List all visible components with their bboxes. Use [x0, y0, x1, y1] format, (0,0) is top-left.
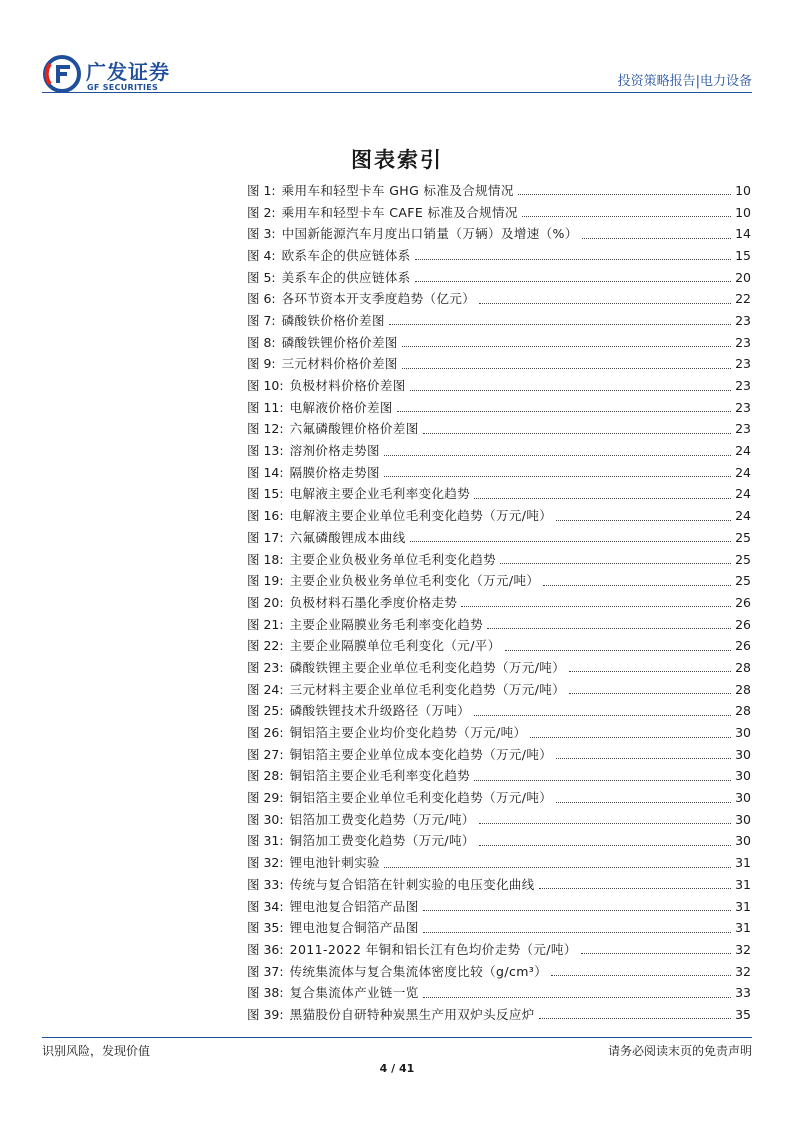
toc-dot-leader	[474, 498, 731, 499]
toc-entry-label: 图 27:	[247, 746, 284, 762]
toc-entry-label: 图 1:	[247, 182, 276, 198]
toc-dot-leader	[474, 780, 731, 781]
toc-entry-label: 图 33:	[247, 876, 284, 892]
toc-entry-title: 电解液主要企业单位毛利变化趋势（万元/吨）	[289, 508, 553, 524]
toc-entry-page: 23	[735, 334, 751, 350]
toc-dot-leader	[397, 411, 731, 412]
toc-entry-page: 26	[735, 616, 751, 632]
toc-entry-label: 图 12:	[247, 421, 284, 437]
toc-entry-title: 铜铝箔主要企业单位毛利变化趋势（万元/吨）	[289, 790, 553, 806]
toc-entry-title: 电解液主要企业毛利率变化趋势	[289, 486, 471, 502]
toc-dot-leader	[500, 563, 731, 564]
page-number: 4 / 41	[379, 1062, 415, 1075]
toc-entry-page: 23	[735, 399, 751, 415]
toc-entry-page: 25	[735, 529, 751, 545]
toc-dot-leader	[582, 238, 731, 239]
toc-entry-page: 10	[735, 182, 751, 198]
toc-entry-label: 图 6:	[247, 291, 276, 307]
toc-entry-label: 图 21:	[247, 616, 284, 632]
toc-entry-title: 磷酸铁锂主要企业单位毛利变化趋势（万元/吨）	[289, 659, 566, 675]
toc-dot-leader	[423, 997, 731, 998]
toc-entry[interactable]	[247, 701, 751, 723]
toc-entry-page: 22	[735, 291, 751, 307]
toc-entry-label: 图 32:	[247, 855, 284, 871]
toc-entry[interactable]	[247, 570, 751, 592]
toc-entry-title: 各环节资本开支季度趋势（亿元）	[281, 291, 476, 307]
toc-entry-title: 中国新能源汽车月度出口销量（万辆）及增速（%）	[281, 226, 578, 242]
toc-entry-label: 图 15:	[247, 486, 284, 502]
toc-entry-title: 三元材料主要企业单位毛利变化趋势（万元/吨）	[289, 681, 566, 697]
toc-entry-page: 25	[735, 551, 751, 567]
toc-entry-label: 图 28:	[247, 768, 284, 784]
toc-entry-page: 33	[735, 985, 751, 1001]
toc-entry-title: 美系车企的供应链体系	[281, 269, 411, 285]
toc-entry-page: 35	[735, 1006, 751, 1022]
toc-entry[interactable]	[247, 982, 751, 1004]
toc-dot-leader	[410, 541, 731, 542]
toc-entry-label: 图 26:	[247, 725, 284, 741]
page-header	[42, 50, 752, 94]
toc-entry-page: 23	[735, 312, 751, 328]
logo-english-name: GF SECURITIES	[87, 83, 159, 92]
toc-dot-leader	[479, 303, 731, 304]
toc-dot-leader	[384, 867, 731, 868]
toc-entry-page: 15	[735, 247, 751, 263]
toc-entry-label: 图 24:	[247, 681, 284, 697]
toc-dot-leader	[487, 628, 731, 629]
toc-dot-leader	[423, 910, 731, 911]
toc-entry-title: 复合集流体产业链一览	[289, 985, 419, 1001]
toc-entry-label: 图 23:	[247, 659, 284, 675]
toc-entry-page: 28	[735, 681, 751, 697]
toc-dot-leader	[530, 737, 731, 738]
toc-entry[interactable]	[247, 202, 751, 224]
toc-entry[interactable]	[247, 375, 751, 397]
toc-entry-title: 溶剂价格走势图	[289, 443, 380, 459]
toc-entry-title: 铜铝箔主要企业均价变化趋势（万元/吨）	[289, 725, 527, 741]
gf-logo-icon	[42, 54, 82, 94]
toc-entry-title: 铝箔加工费变化趋势（万元/吨）	[289, 811, 475, 827]
toc-entry-label: 图 17:	[247, 529, 284, 545]
toc-entry-label: 图 3:	[247, 226, 276, 242]
gf-securities-logo	[42, 54, 212, 94]
toc-dot-leader	[569, 693, 731, 694]
toc-entry[interactable]	[247, 180, 751, 202]
toc-dot-leader	[402, 368, 731, 369]
toc-entry-title: 磷酸铁价格价差图	[281, 312, 385, 328]
toc-entry[interactable]	[247, 549, 751, 571]
toc-entry[interactable]	[247, 852, 751, 874]
toc-dot-leader	[556, 802, 731, 803]
toc-entry-title: 锂电池复合铜箔产品图	[289, 920, 419, 936]
toc-entry-page: 30	[735, 768, 751, 784]
toc-entry[interactable]	[247, 440, 751, 462]
toc-entry-page: 23	[735, 421, 751, 437]
toc-dot-leader	[543, 585, 731, 586]
toc-dot-leader	[539, 1018, 731, 1019]
toc-entry-label: 图 36:	[247, 941, 284, 957]
toc-entry-page: 23	[735, 356, 751, 372]
toc-dot-leader	[415, 259, 731, 260]
toc-entry-page: 32	[735, 941, 751, 957]
toc-entry-label: 图 9:	[247, 356, 276, 372]
page-title: 图表索引	[351, 148, 443, 172]
toc-entry[interactable]	[247, 1004, 751, 1026]
toc-entry-page: 30	[735, 746, 751, 762]
toc-entry-title: 铜铝箔主要企业毛利率变化趋势	[289, 768, 471, 784]
toc-entry-title: 铜铝箔主要企业单位成本变化趋势（万元/吨）	[289, 746, 553, 762]
toc-dot-leader	[461, 606, 731, 607]
footer-slogan: 识别风险，发现价值	[42, 1044, 151, 1058]
toc-dot-leader	[505, 650, 731, 651]
toc-entry-page: 24	[735, 486, 751, 502]
toc-entry-page: 31	[735, 855, 751, 871]
toc-dot-leader	[423, 433, 731, 434]
toc-entry-title: 六氟磷酸锂成本曲线	[289, 529, 406, 545]
footer-disclaimer-note: 请务必阅读末页的免责声明	[607, 1044, 752, 1058]
toc-dot-leader	[389, 324, 731, 325]
toc-entry[interactable]	[247, 223, 751, 245]
toc-entry[interactable]	[247, 744, 751, 766]
toc-entry-title: 黑猫股份自研特种炭黑生产用双炉头反应炉	[289, 1006, 535, 1022]
toc-entry-page: 30	[735, 811, 751, 827]
toc-entry-title: 2011-2022 年铜和铝长江有色均价走势（元/吨）	[289, 941, 577, 957]
toc-entry[interactable]	[247, 462, 751, 484]
toc-entry-title: 三元材料价格价差图	[281, 356, 398, 372]
toc-entry-title: 电解液价格价差图	[289, 399, 393, 415]
toc-dot-leader	[384, 455, 731, 456]
toc-entry-title: 传统集流体与复合集流体密度比较（g/cm³）	[289, 963, 548, 979]
toc-entry-label: 图 29:	[247, 790, 284, 806]
toc-entry-page: 31	[735, 876, 751, 892]
toc-entry[interactable]	[247, 397, 751, 419]
toc-entry-title: 磷酸铁锂技术升级路径（万吨）	[289, 703, 471, 719]
toc-entry-label: 图 37:	[247, 963, 284, 979]
toc-entry-page: 31	[735, 898, 751, 914]
toc-dot-leader	[423, 932, 731, 933]
toc-entry[interactable]	[247, 917, 751, 939]
toc-entry-label: 图 7:	[247, 312, 276, 328]
toc-entry-page: 30	[735, 833, 751, 849]
toc-entry-label: 图 2:	[247, 204, 276, 220]
toc-entry[interactable]	[247, 245, 751, 267]
toc-entry-label: 图 25:	[247, 703, 284, 719]
toc-entry-label: 图 38:	[247, 985, 284, 1001]
toc-entry[interactable]	[247, 679, 751, 701]
toc-entry-page: 24	[735, 464, 751, 480]
toc-entry-page: 10	[735, 204, 751, 220]
toc-entry[interactable]	[247, 527, 751, 549]
toc-entry-label: 图 16:	[247, 508, 284, 524]
toc-entry-page: 23	[735, 378, 751, 394]
toc-entry-title: 磷酸铁锂价格价差图	[281, 334, 398, 350]
toc-entry-title: 主要企业负极业务单位毛利变化（万元/吨）	[289, 573, 540, 589]
toc-entry-title: 乘用车和轻型卡车 GHG 标准及合规情况	[281, 182, 514, 198]
toc-entry-label: 图 10:	[247, 378, 284, 394]
toc-entry-page: 24	[735, 443, 751, 459]
toc-entry-page: 30	[735, 725, 751, 741]
toc-entry-label: 图 19:	[247, 573, 284, 589]
toc-entry-title: 铜箔加工费变化趋势（万元/吨）	[289, 833, 475, 849]
toc-entry-label: 图 8:	[247, 334, 276, 350]
toc-dot-leader	[479, 823, 731, 824]
toc-entry[interactable]	[247, 635, 751, 657]
toc-dot-leader	[551, 975, 731, 976]
toc-dot-leader	[556, 520, 731, 521]
toc-entry[interactable]	[247, 896, 751, 918]
toc-entry[interactable]	[247, 419, 751, 441]
toc-entry[interactable]	[247, 874, 751, 896]
toc-entry-label: 图 11:	[247, 399, 284, 415]
figure-index-list	[247, 180, 751, 1026]
toc-entry[interactable]	[247, 961, 751, 983]
toc-dot-leader	[581, 953, 731, 954]
report-category: 投资策略报告|电力设备	[617, 74, 752, 89]
toc-entry-page: 25	[735, 573, 751, 589]
toc-entry-page: 30	[735, 790, 751, 806]
toc-dot-leader	[384, 476, 731, 477]
toc-entry-page: 28	[735, 703, 751, 719]
toc-dot-leader	[410, 390, 731, 391]
toc-entry-label: 图 34:	[247, 898, 284, 914]
toc-entry-title: 乘用车和轻型卡车 CAFE 标准及合规情况	[281, 204, 518, 220]
toc-entry-title: 锂电池复合铝箔产品图	[289, 898, 419, 914]
toc-entry[interactable]	[247, 505, 751, 527]
toc-entry-label: 图 13:	[247, 443, 284, 459]
toc-entry-page: 32	[735, 963, 751, 979]
toc-dot-leader	[402, 346, 731, 347]
toc-entry-page: 24	[735, 508, 751, 524]
toc-entry[interactable]	[247, 657, 751, 679]
toc-entry[interactable]	[247, 288, 751, 310]
toc-entry-title: 主要企业隔膜业务毛利率变化趋势	[289, 616, 484, 632]
toc-entry[interactable]	[247, 354, 751, 376]
toc-entry[interactable]	[247, 592, 751, 614]
toc-entry[interactable]	[247, 267, 751, 289]
toc-entry-label: 图 35:	[247, 920, 284, 936]
toc-entry[interactable]	[247, 614, 751, 636]
toc-dot-leader	[569, 671, 731, 672]
toc-entry-title: 负极材料石墨化季度价格走势	[289, 594, 458, 610]
toc-entry-title: 主要企业隔膜单位毛利变化（元/平）	[289, 638, 501, 654]
toc-entry-label: 图 5:	[247, 269, 276, 285]
toc-dot-leader	[539, 888, 731, 889]
toc-dot-leader	[556, 758, 731, 759]
toc-dot-leader	[522, 216, 731, 217]
toc-entry-title: 欧系车企的供应链体系	[281, 247, 411, 263]
toc-entry-page: 14	[735, 226, 751, 242]
toc-dot-leader	[474, 715, 731, 716]
toc-entry[interactable]	[247, 766, 751, 788]
toc-entry[interactable]	[247, 310, 751, 332]
logo-chinese-name: 广发证券	[86, 60, 170, 84]
toc-entry-title: 锂电池针刺实验	[289, 855, 380, 871]
toc-entry-title: 六氟磷酸锂价格价差图	[289, 421, 419, 437]
toc-entry[interactable]	[247, 332, 751, 354]
toc-entry-page: 31	[735, 920, 751, 936]
toc-entry-page: 28	[735, 659, 751, 675]
toc-entry-page: 26	[735, 594, 751, 610]
toc-entry[interactable]	[247, 939, 751, 961]
toc-entry-label: 图 18:	[247, 551, 284, 567]
toc-entry-label: 图 20:	[247, 594, 284, 610]
toc-entry-label: 图 31:	[247, 833, 284, 849]
toc-entry[interactable]	[247, 809, 751, 831]
toc-entry[interactable]	[247, 484, 751, 506]
toc-entry-page: 20	[735, 269, 751, 285]
toc-entry-label: 图 14:	[247, 464, 284, 480]
toc-entry-label: 图 30:	[247, 811, 284, 827]
toc-entry-label: 图 39:	[247, 1006, 284, 1022]
toc-entry[interactable]	[247, 722, 751, 744]
toc-entry[interactable]	[247, 831, 751, 853]
toc-entry-page: 26	[735, 638, 751, 654]
toc-entry-label: 图 22:	[247, 638, 284, 654]
toc-entry-title: 负极材料价格价差图	[289, 378, 406, 394]
toc-dot-leader	[415, 281, 731, 282]
footer-divider	[42, 1037, 752, 1038]
toc-entry-title: 隔膜价格走势图	[289, 464, 380, 480]
header-divider	[42, 92, 752, 93]
toc-entry-label: 图 4:	[247, 247, 276, 263]
toc-entry-title: 传统与复合铝箔在针刺实验的电压变化曲线	[289, 876, 535, 892]
toc-entry[interactable]	[247, 787, 751, 809]
toc-dot-leader	[518, 194, 731, 195]
toc-dot-leader	[479, 845, 731, 846]
toc-entry-title: 主要企业负极业务单位毛利变化趋势	[289, 551, 496, 567]
